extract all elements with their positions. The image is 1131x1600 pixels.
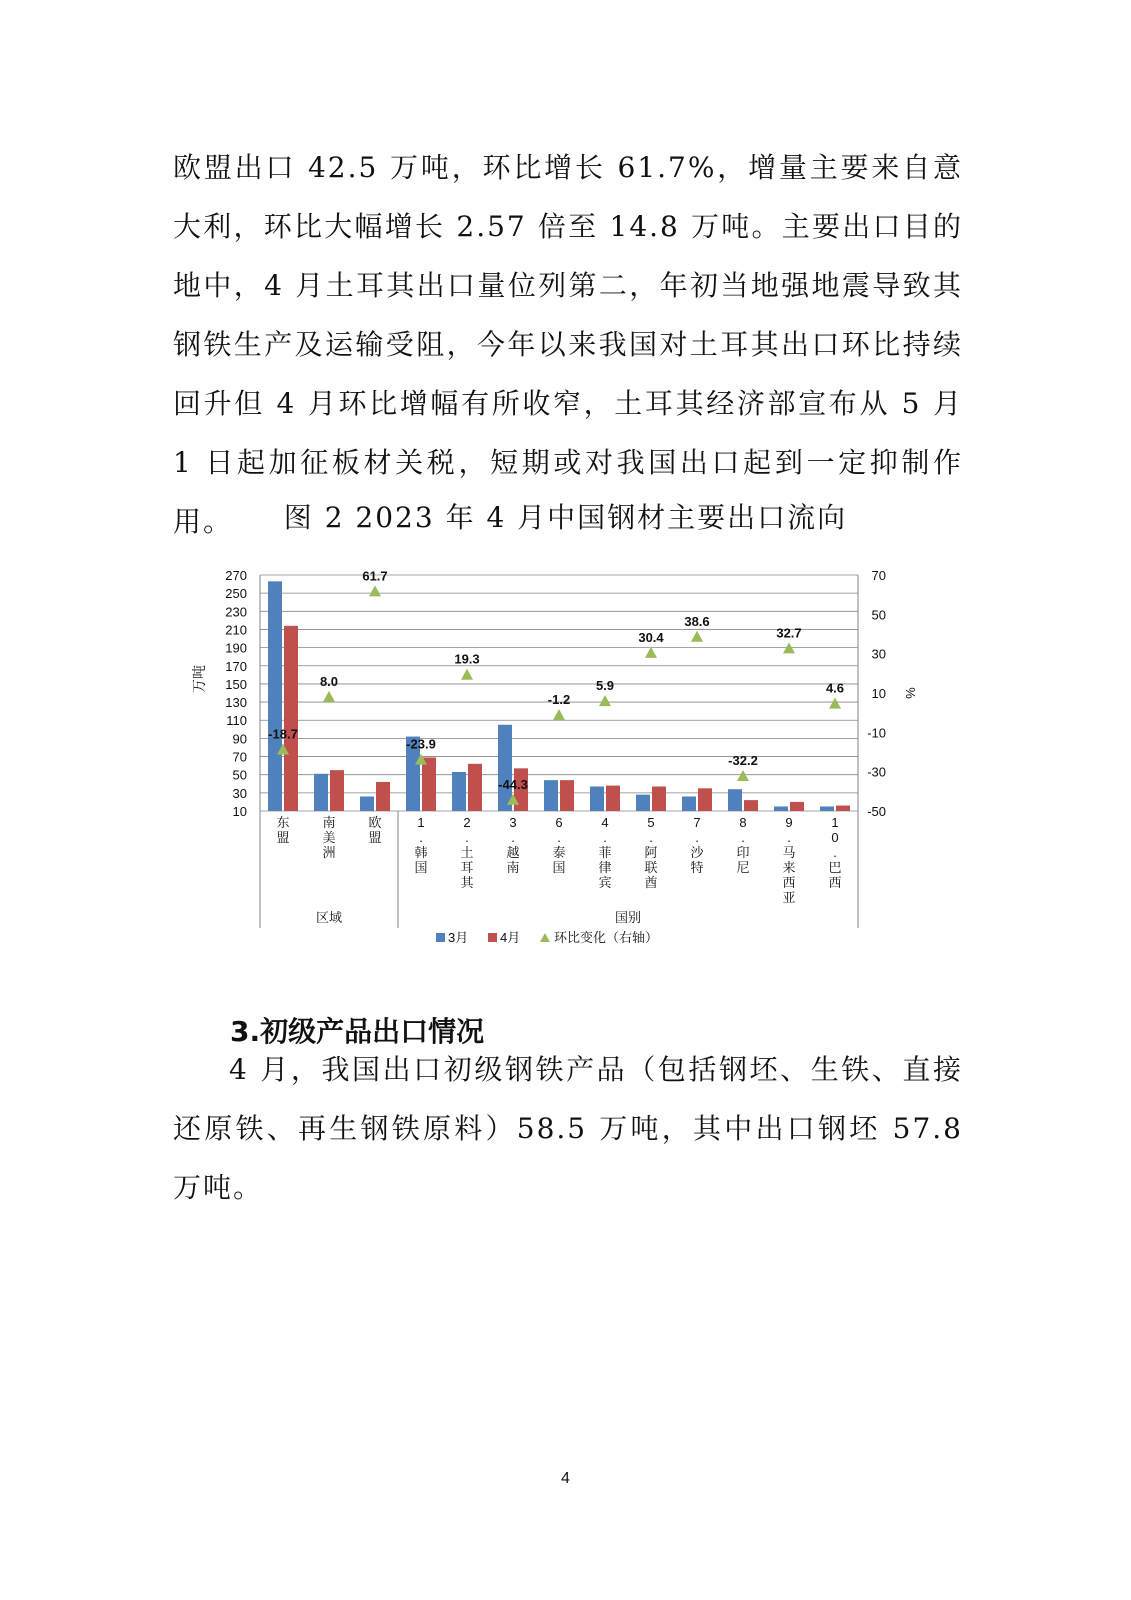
y2-tick-label: 10 xyxy=(871,686,886,701)
legend-swatch-april xyxy=(488,933,497,942)
bar-march xyxy=(636,795,650,811)
bar-march xyxy=(268,581,282,811)
change-marker xyxy=(599,695,611,706)
y-tick-label: 170 xyxy=(225,658,247,674)
category-label: 南美洲 xyxy=(322,815,336,860)
figure-caption: 图 2 2023 年 4 月中国钢材主要出口流向 xyxy=(283,501,848,534)
category-label: 8 .印尼 xyxy=(736,815,750,875)
bar-april xyxy=(330,770,344,811)
change-label: -18.7 xyxy=(268,726,298,742)
category-label: 5 .阿联酋 xyxy=(644,815,658,890)
group-label: 国别 xyxy=(614,910,642,925)
change-marker xyxy=(369,585,381,596)
y2-tick-label: -10 xyxy=(867,725,886,741)
change-label: 61.7 xyxy=(362,568,388,584)
category-label: 东盟 xyxy=(276,815,290,845)
change-marker xyxy=(737,770,749,781)
change-label: 19.3 xyxy=(454,651,480,667)
bar-april xyxy=(284,626,298,811)
y-tick-label: 210 xyxy=(225,622,247,638)
change-label: 8.0 xyxy=(319,673,339,689)
y-tick-label: 110 xyxy=(226,713,247,729)
y-tick-label: 90 xyxy=(232,731,247,747)
category-label: 3 .越南 xyxy=(506,815,520,875)
y2-tick-label: 30 xyxy=(871,646,886,662)
change-label: 32.7 xyxy=(776,625,802,641)
paragraph-primary-products: 4 月，我国出口初级钢铁产品（包括钢坯、生铁、直接还原铁、再生钢铁原料）58.5 万吨，其中出口钢坯 57.8 万吨。 xyxy=(173,1053,963,1204)
y-tick-label: 10 xyxy=(232,804,247,819)
bar-april xyxy=(560,780,574,811)
section-heading-primary-products: 3.初级产品出口情况 xyxy=(230,1015,485,1048)
y-tick-label: 270 xyxy=(225,568,247,583)
y-tick-label: 250 xyxy=(225,586,247,602)
bar-april xyxy=(652,786,666,811)
category-label: 9 .马来西亚 xyxy=(782,815,796,905)
change-label: -23.9 xyxy=(406,736,436,752)
bar-april xyxy=(422,757,436,811)
category-label: 欧盟 xyxy=(368,815,382,845)
change-label: 38.6 xyxy=(684,613,710,629)
change-marker xyxy=(553,709,565,720)
y2-tick-label: -50 xyxy=(867,804,886,819)
y-tick-label: 150 xyxy=(225,676,247,692)
change-label: -1.2 xyxy=(547,692,571,708)
bar-march xyxy=(360,796,374,811)
change-label: 4.6 xyxy=(825,680,845,696)
bar-april xyxy=(698,788,712,811)
change-marker xyxy=(461,669,473,680)
bar-april xyxy=(376,782,390,811)
bar-march xyxy=(544,780,558,811)
legend-swatch-march xyxy=(436,933,445,942)
bar-march xyxy=(498,725,512,811)
category-label: 4 .菲律宾 xyxy=(598,815,612,890)
bar-march xyxy=(590,786,604,811)
y2-tick-label: -30 xyxy=(867,764,886,780)
change-label: 5.9 xyxy=(595,678,615,694)
category-label: 7 .沙特 xyxy=(690,815,704,875)
bar-march xyxy=(728,789,742,811)
bar-april xyxy=(744,800,758,811)
y2-tick-label: 70 xyxy=(871,568,886,583)
change-marker xyxy=(323,691,335,702)
category-label: 1 .韩国 xyxy=(414,815,428,875)
y-tick-label: 230 xyxy=(225,604,247,620)
bar-march xyxy=(452,772,466,811)
y-tick-label: 70 xyxy=(232,749,247,765)
change-label: -44.3 xyxy=(498,776,528,792)
category-label: 2 .土耳其 xyxy=(460,815,474,890)
bar-april xyxy=(790,802,804,811)
legend-label-march: 3月 xyxy=(448,930,469,945)
bar-april xyxy=(606,786,620,811)
bar-march xyxy=(774,806,788,811)
bar-march xyxy=(820,806,834,811)
group-label: 区域 xyxy=(315,910,343,925)
bar-april xyxy=(836,806,850,811)
y-tick-label: 190 xyxy=(225,640,247,656)
y-axis-title: 万吨 xyxy=(191,665,207,693)
change-label: -32.2 xyxy=(728,752,758,768)
paragraph-eu-turkey-exports: 欧盟出口 42.5 万吨，环比增长 61.7%，增量主要来自意大利，环比大幅增长 2.57 倍至 14.8 万吨。主要出口目的地中，4 月土耳其出口量位列第二，年初当地强地震导致其钢铁生产及运输受阻，今年以来我国对土耳其出口环比持续回升但 4 月环比增幅有所收窄，土耳其经济部宣布从 5 月 1 日起加征板材关税，短期或对我国出口起到一定抑制作用。 xyxy=(173,151,963,538)
change-marker xyxy=(829,698,841,709)
y-tick-label: 130 xyxy=(225,695,247,711)
category-label: 1 0 .巴西 xyxy=(828,815,842,890)
bar-april xyxy=(468,764,482,811)
change-label: 30.4 xyxy=(638,629,664,645)
y2-tick-label: 50 xyxy=(871,607,886,623)
category-label: 6 .泰国 xyxy=(552,815,566,875)
y-tick-label: 30 xyxy=(232,785,247,801)
y2-axis-title: % xyxy=(903,687,918,699)
bar-march xyxy=(682,796,696,811)
change-marker xyxy=(691,631,703,642)
y-tick-label: 50 xyxy=(232,767,247,783)
legend-label-change: 环比变化（右轴） xyxy=(554,930,659,945)
change-marker xyxy=(645,647,657,658)
page-number: 4 xyxy=(561,1470,570,1487)
legend-label-april: 4月 xyxy=(500,930,521,945)
legend-swatch-change xyxy=(540,933,550,942)
export-flow-chart xyxy=(190,560,950,980)
bar-march xyxy=(314,774,328,811)
